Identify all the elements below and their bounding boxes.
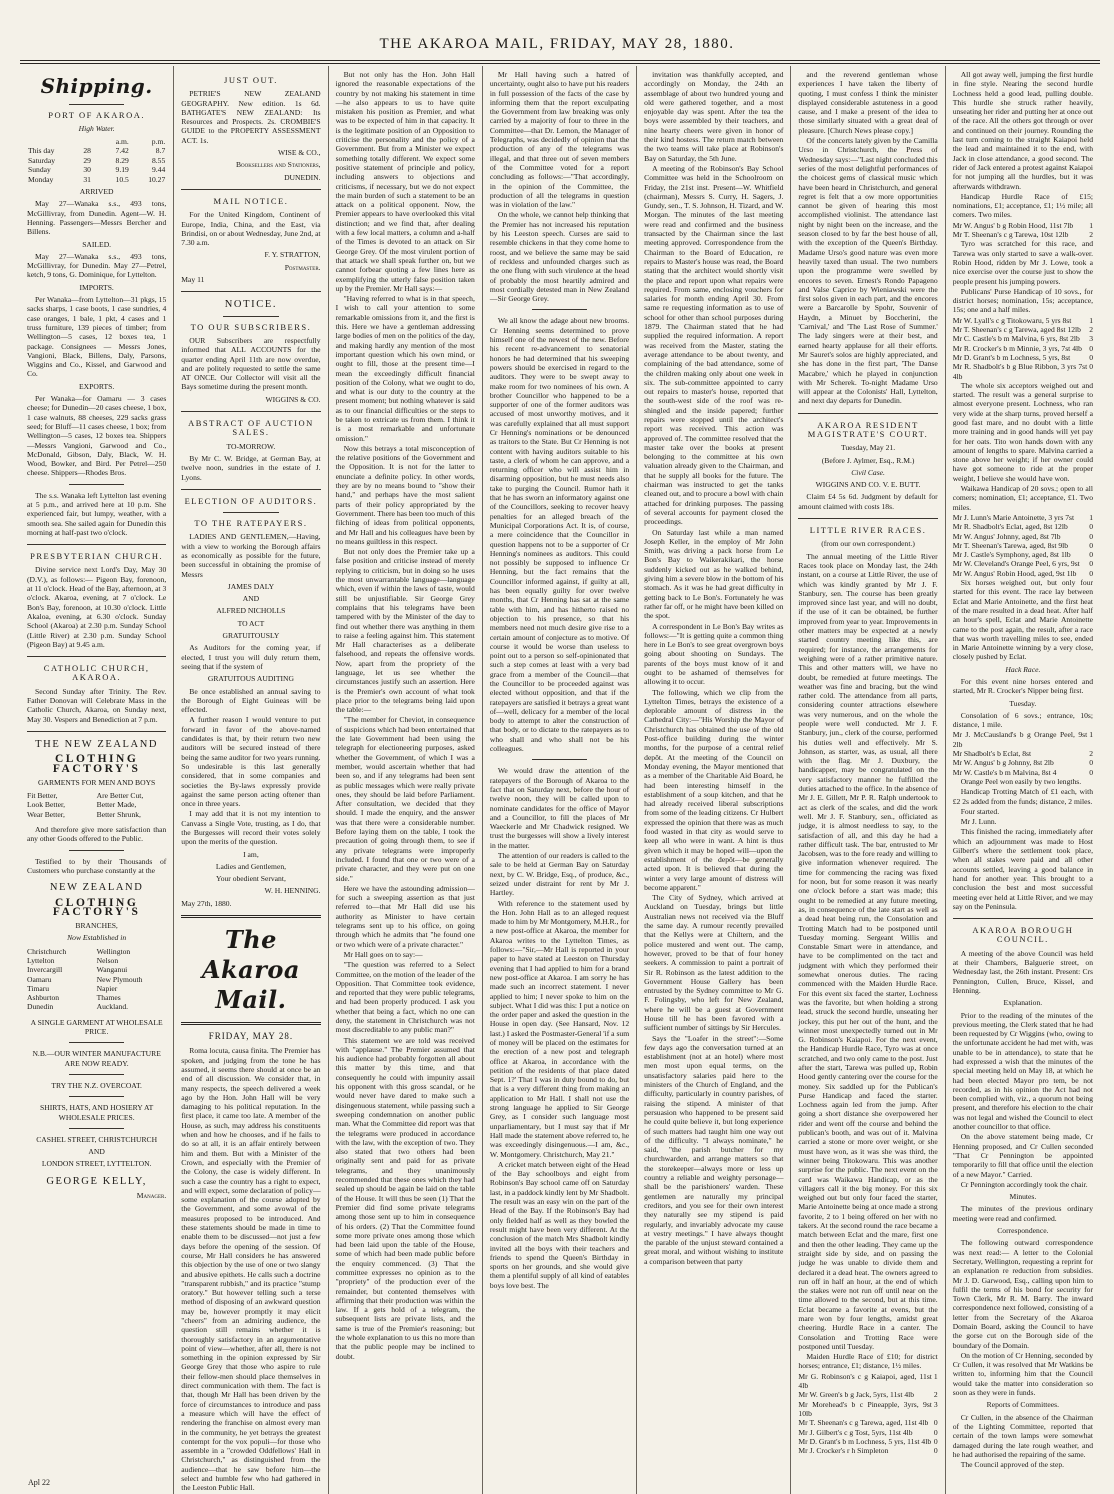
- news-text-13: The City of Sydney, which arrived at Auckland on Tuesday, brings but little Australian news not received via the Bluff the same day. A rumour recently prevailed that the Kellys were at Chiltern, and the police mustered and went out. The camp, however, proved to be that of four honey seekers. A commission to paint a portrait of Sir R. Robinson as the latest addition to the Government House Gallery has been entrusted by the Sydney committee to Mr G. F. Folingsby, who left for New Zealand, where he will be a guest at Government House till he has been favored with a sufficient number of sittings by Sir Hercules.: [644, 893, 784, 1033]
- shirts-line: SHIRTS, HATS, AND HOSIERY AT WHOLESALE PRICES.: [40, 1103, 154, 1122]
- divider: [69, 850, 125, 851]
- explanation-text: Prior to the reading of the minutes of the previous meeting, the Clerk stated that he had been requested by Cr Wiggins (who, owing to the unfortunate accident he had met with, was unable to be in attendance), to state that he had expressed a wish that the minutes of the special meeting held on May 18, at which he had been elected Mayor pro tem, be not recorded, as in his opinion the Act had not been complied with, viz., a quorum not being present, and therefore his election to the chair was not legal and wished the Council to elect another councillor to that office.: [952, 1010, 1093, 1132]
- presbyterian-text: Divine service next Lord's Day, May 30 (D.V.), as follows:— Pigeon Bay, forenoon, at 11 o'clock. Head of the Bay, afternoon, at 3 o'clock. Akaroa, evening, at 7 o'clock. Le Bon's Bay, forenoon, at 10.30 o'clock. Little Akaloa, evening, at 6.30 o'clock. Sunday School (Akaroa) at 2.30 p.m. Sunday School (Little River) at 2.30 p.m. Sunday School (Pigeon Bay) at 9.45 a.m.: [27, 565, 167, 649]
- four-started: Four started.: [960, 806, 1000, 816]
- cashel-street: CASHEL STREET, CHRISTCHURCH: [36, 1134, 158, 1144]
- news-text-16: Of the concerts lately given by the Camilla Urso in Christchurch, the Press of Wednesday says:—"Last night concluded this series of the most delightful performances of the choicest gems of classical music which have been heard in Christchurch, and general regret is felt that a ow more opportunities cannot be given of hearing this most accomplished violinist. The attendance last night by night been on the increase, and the season closed to by far the best house of all, with the exception of the Queen's Birthday. Madame Urso's good nature was even more heavily taxed than usual. The two numbers upon the programme were swelled by encores to seven. Ernest's Rondo Papageno and Valse Caprice by Wieniawski were the first solos given in each part, and the encores were a Barcarolle by Spohr, Souvenir of Haydn, a Minuet by Boccherini, the 'Carnival,' and 'The Last Rose of Summer.' The lady singers were at their best, and earned hearty applause for all their efforts. Mr Sauret's solos are highly appreciated, and she has done in the first part, 'The Danse Macabre,' which he played in conjunction with Mr Scherek. To-night Madame Urso will appear at the Colonists' Hall, Lyttelton, and next day departs for Dunedin.: [798, 136, 938, 406]
- editorial-text-5: Here we have the astounding admission—for such a sweeping assertion as that just referred to—that Mr Hall did use his authority as Minister to have certain telegrams sent up to his office, on going through which he admits that "he found one or two which were of a private character.": [335, 883, 475, 949]
- editorial-text-7: This statement we are told was received with "applause." The Premier assumed that his audience had probably forgotten all about this matter by this time, and that consequently he could with impunity assail his opponent with this gross scandal, or he would never have dared to make such a disingenuous statement, while passing such a sweeping condemnation on another public man. What the Committee did report was that the telegrams were produced in accordance with the law, with the exception of two. They also stated that two others had been originally sent and paid for as private telegrams, and they unanimously recommended that these ones which they had sealed up should be again be laid on the table of the House. It will thus be seen (1) That the Premier did find some private telegrams among those sent up to him in consequence of his orders. (2) That the Committee found some more private ones among those which had been laid upon the table of the House, some of which had been made public before the enquiry commenced. (3) That the committee expresses no opinion as to the "propriety" of the production ever of the remainder, but contented themselves with affirming that their production was within the law. If a gets hold of a telegram, the subsequent lists are private lists, and the same is true of the Premier's reasoning; but the whole explanation to us this no more than that the public people may be inclined to doubt.: [335, 1035, 475, 1361]
- masthead-rule: [20, 60, 1100, 61]
- news-text-1: Mr Hall having such a hatred of uncertainty, ought also to have put his readers in full possession of the facts of the case by informing them that the report exculpating the Government from law breaking was only carried by a majority of four to three in the Committee—that Dr. Lemon, the Manager of Telegraphs, was decidedly of opinion that the production of any of the telegrams was illegal, and that three out of seven members of the Committee voted for a report concluding as follows:—"That accordingly, in the opinion of the Committee, the production of all the telegrams in question was in violation of the law.": [489, 70, 630, 210]
- port-heading: PORT OF AKAROA.: [48, 110, 145, 120]
- reports-text: Cr Cullen, in the absence of the Chairman of the Lighting Committee, reported that certain of the town lamps were somewhat damaged during the late rough weather, and he had authorised the repairing of the same.: [952, 1412, 1093, 1459]
- tide-day: This day: [28, 146, 55, 156]
- divider: [798, 413, 937, 414]
- tide-header: p.m.: [151, 136, 166, 146]
- wk-text: Six horses weighed out, but only four started for this event. The race lay between Eclat and Marie Antoinette, and the first heat of the mare resulted in a dead heat. After half an hour's spell, Eclat and Marie Antoinette came to the post again, the result, after a race that was worth travelling miles to see, ended in Marie Antoinette winning by a very close, closely pushed by Eclat.: [952, 578, 1093, 662]
- race-entry: [953, 221, 1093, 230]
- shipping-note: The s.s. Wanaka left Lyttelton last evening at 5 p.m., and arrived here at 10 p.m. She experienced fair, but lumpy, weather, with a smooth sea. She sailed again for Dunedin this morning at half-past two o'clock.: [27, 490, 167, 537]
- entry-place: 0: [1089, 758, 1093, 768]
- nz-heading: THE NEW ZEALAND: [35, 738, 159, 750]
- branches-line: BRANCHES,: [75, 921, 118, 931]
- may11: May 11: [181, 275, 205, 285]
- entry-horse: Mr J. Lunn's Marie Antoinette, 3 yrs 7st: [952, 512, 1075, 522]
- news-text-10: On Saturday last while a man named Joseph Keller, in the employ of Mr John Smith, was driving a pack horse from Le Bon's Bay to Waikerakikari, the horse suddenly kicked out as he walked behind, giving him a severe blow in the bottom of his stomach. As it was he had great difficulty in getting back to Le Bon's. Fortunately he was rather far off, or he might have been killed on the spot.: [644, 527, 784, 621]
- entry-place: 0: [933, 1418, 938, 1428]
- race-entry: [953, 541, 1093, 550]
- arrived-heading: ARRIVED: [79, 187, 114, 197]
- editorial-text: Roma locuta, causa finita. The Premier has spoken, and judging from the tone he has assumed, it seems there should at once be an end of all discussion. We consider that, in many respects, the speech delivered a week ago by the Hon. John Hall will be very damaging to his political reputation. In the first place, it came too late. A member of the House, as such, may address his constituents when and how he chooses, and if he fails to do so at all, it is an affair entirely between him and them. But with a Minister of the Crown, and especially with the Premier of the Colony, the case is widely different. In such a case the country has a right to expect, and will expect, some declaration of policy—some explanation of the course adopted by the Government, and some avowal of the measures proposed to be introduced. And these statements should be made in time to enable them to be discussed—not just a few days before the opening of the session. Of course, Mr Hall considers he has answered this objection by the use of one or two slangy and abusive epithets. He calls such a doctrine "transparent rubbish," and its practice "stump oratory." But however telling such a terse method of disposing of an awkward question may be, however promptly it may elicit "cheers" from an admiring audience, the question still remains whether it is thoroughly satisfactory in an argumentative point of view—whether, after all, there is not something in the opinion expressed by Sir George Grey that those who aspire to rule their fellow-men should place themselves in direct communication with them. The fact is that, though Mr Hall has been driven by the force of circumstances to introduce and pass a measure which will have the effect of rendering the franchise on almost every man in the community, he yet betrays the greatest contempt for the vox populi—for those who assemble in a "crowded Oddfellows' Hall in Christchurch," as distinguished from the audience—that he saw before him—the select and humble few who had gathered in the Leeston Public Hall.: [181, 1046, 321, 1493]
- entry-horse: Mr W. Angus' b g Robin Hood, 11st 7lb: [952, 220, 1074, 230]
- race-entry: [798, 1390, 937, 1399]
- column-1: [20, 66, 174, 1494]
- divider: [223, 512, 279, 513]
- divider: [181, 915, 320, 918]
- masthead-title: THE AKAROA MAIL, FRIDAY, MAY 28, 1880.: [379, 36, 735, 52]
- subscribers-heading: TO OUR SUBSCRIBERS.: [190, 321, 312, 332]
- quality-item: Better Shrunk,: [96, 809, 141, 819]
- booksellers: Booksellers and Stationers,: [235, 160, 321, 170]
- news-text-5: The attention of our readers is called to the sale to be held at German Bay on Saturday next, by C. W. Bridge, Esq., of produce, &c., seized under distraint for rent by Mr J. Hartley.: [489, 851, 630, 898]
- entry-place: 0: [1089, 362, 1093, 372]
- satisfaction-text: And therefore give more satisfaction than any other Goods offered to the Public.: [27, 825, 167, 844]
- entry-place: 0: [1089, 343, 1093, 353]
- council-heading: AKAROA BOROUGH COUNCIL.: [972, 925, 1074, 945]
- entry-place: 1: [1089, 512, 1093, 522]
- tide-row: [27, 146, 166, 156]
- entry-horse: Mr W. Cleveland's Orange Peel, 6 yrs, 9st: [952, 559, 1080, 569]
- race-entry: [953, 758, 1093, 767]
- waikawa-heading: Waikawa Handicap of 20 sovs.; open to all comers; nomination, £1; acceptance, £1. Two miles.: [952, 484, 1093, 512]
- minutes-text: The minutes of the previous ordinary meeting were read and confirmed.: [952, 1204, 1093, 1223]
- ladies-gents: Ladies and Gentlemen,: [215, 861, 287, 871]
- dateline: FRIDAY, MAY 28.: [208, 1031, 294, 1042]
- editorial-text-4: But not only does the Premier take up a false position and criticise instead of merely replying to criticism, but in doing so he uses the most unwarrantable language—language which, even if within the laws of taste, would still be unjustifiable. Sir George Grey complains that his telegrams have been tampered with by the Minister of the day to find out whether there was anything in them to raise a feeling against him. This statement Mr Hall characterises as a deliberate falsehood, and repeats the offensive words. Now, apart from the propriety of the language, let us see whether the circumstances justify such an assertion. Here is the Premier's own account of what took place prior to the telegrams being laid upon the table:—: [335, 547, 475, 715]
- established-text: Be once established an annual saving to the Borough of Eight Guineas will be effected.: [181, 686, 321, 715]
- entry-place: 0: [1089, 550, 1093, 560]
- column-7: [946, 66, 1100, 1494]
- council-text: A meeting of the above Council was held at their Chambers, Balguerie street, on Wednesday last, the 26th instant. Present: Crs Pennington, Cullen, Bruce, Kissel, and Henning.: [952, 948, 1093, 995]
- tide-date: 31: [83, 174, 91, 184]
- entry-horse: Mr Shadbolt's b Eclat, 8st: [952, 749, 1032, 759]
- tomorrow: TO-MORROW.: [226, 441, 276, 451]
- further-text: A further reason I would venture to put forward in favor of the above-named candidates is that, by their return two new auditors will be secured instead of there being the same auditor for two years running. So undesirable is this last generally considered, that in some companies and societies the By-laws expressly provide against the same person acting oftener than once in three years.: [181, 715, 321, 809]
- explanation-text-2: On the above statement being made, Cr Henning proposed, and Cr Cullen seconded "That Cr Pennington be appointed temporarily to fill that office until the election of a new Mayor." Carried.: [952, 1132, 1093, 1179]
- race-text-1: All got away well, jumping the first hurdle in fine style. Nearing the second hurdle Lochness held a good lead, pulling double. This hurdle she struck rather heavily, unseating her rider and putting her at once out of the race. All the others got through or over and continued on their journey. Rounding the last turn coming to the straight Kaiapoi held the lead and maintained it to the end, with Jack in close attendance, a good second. The rider of Jack entered a protest against Kaiapoi for not jumping all the hurdles, but it was afterwards withdrawn.: [952, 70, 1093, 191]
- divider: [69, 484, 125, 485]
- race-entry: [953, 569, 1093, 578]
- nz-heading-2: NEW ZEALAND: [49, 882, 144, 894]
- daly-name: JAMES DALY: [227, 581, 275, 591]
- entry-place: 0: [933, 1427, 938, 1437]
- london-street: LONDON STREET, LYTTELTON.: [41, 1159, 152, 1169]
- divider: [181, 489, 320, 490]
- entry-place: 0: [1089, 522, 1093, 532]
- entry-horse: Mr Morehead's b c Pineapple, 3yrs, 9st 10lb: [798, 1399, 932, 1418]
- closing-text: This finished the racing, immediately after which an adjournment was made to Host Gilbert's where the settlement took place, when all stakes were paid and all other accounts settled, leaving a good balance in hand for another year. This brought to a conclusion the best and most successful meeting ever held at Little River, and we may say on the Peninsula.: [952, 827, 1093, 911]
- tide-row: [27, 175, 166, 185]
- entry-place: 3: [933, 1399, 938, 1409]
- wiggins-name: WIGGINS & CO.: [265, 394, 321, 404]
- now-established: Now Established in: [67, 933, 127, 943]
- news-text-14: Says the "Loafer in the street":—Some few days ago the conversation turned at an establishment (not at an hotel) where most men most upon equal terms, on the unsatisfactory salaries paid here to the ministers of the Church of England, and the difficulty, particularly in country parishes, of raising the stipend. A minister of that persuasion who happened to be present said he could quite believe it, but long experience of such matters had taught him one way out of the difficulty. "I always nominate," he said, "the parish butcher for my churchwarden, and arrange matters so that the storekeeper—always more or less up country a reliable and weighty personage—shall be the parishioners' warden. These gentlemen are naturally my principal creditors, and you see for their own interest they naturally see my stipend is paid regularly, and invariably advocate my cause at vestry meetings." I have always thought the parable of the unjust steward contained a great moral, and without wishing to institute a comparison between that party: [644, 1033, 784, 1266]
- subscribers-text: OUR Subscribers are respectfully informed that ALL ACCOUNTS for the quarter ending April 11th are now overdue, and are politely requested to settle the same AT ONCE. Our Collector will visit all the Bays sometime during the present month.: [181, 335, 321, 392]
- court-before: (Before J. Aylmer, Esq., R.M.): [821, 455, 915, 465]
- entry-horse: Mr J. Gilbert's c g Tost, 5yrs, 11st 4lb: [798, 1427, 913, 1437]
- divider: [27, 731, 166, 732]
- entry-horse: Mr C. Castle's b m Malvina, 6 yrs, 8st 2lb: [952, 334, 1080, 344]
- election-heading: ELECTION OF AUDITORS.: [184, 495, 318, 506]
- agency-item: Napier: [96, 983, 118, 993]
- auction-text: By Mr C. W. Bridge, at German Bay, at twelve noon, sundries in the estate of J. Lyons.: [181, 453, 321, 482]
- clothing-factory-heading-2: CLOTHING FACTORY'S: [52, 896, 141, 918]
- quality-item: Look Better,: [27, 800, 66, 810]
- entry-horse: Mr T. Sheenan's c g Tarewa, 10st 12lb: [952, 230, 1069, 240]
- tide-pm: 8.55: [151, 155, 166, 165]
- race-entry: [953, 522, 1093, 531]
- quality-item: Fit Better,: [27, 791, 58, 801]
- notice-heading: NOTICE.: [224, 299, 278, 311]
- petrie-text: PETRIE'S NEW ZEALAND GEOGRAPHY. New edition. 1s 6d. BATHGATE'S NEW ZEALAND: Its Resources and Prospects. 2s. CROMBIE'S GUIDE to the PROPERTY ASSESSMENT ACT. 1s.: [181, 89, 321, 145]
- race-entry: [953, 353, 1093, 362]
- quality-item: Are Better Cut,: [96, 791, 144, 801]
- obedient: Your obedient Servant,: [215, 874, 286, 884]
- entry-horse: Mr W. Green's b g Jack, 5yrs, 11st 4lb: [798, 1390, 915, 1400]
- catholic-text: Second Sunday after Trinity. The Rev. Father Donovan will Celebrate Mass in the Catholic Church, Akaroa, on Sunday next, May 30. Vespers and Benediction at 7 p.m.: [27, 686, 167, 724]
- dunedin: DUNEDIN.: [284, 172, 321, 182]
- column-5: [637, 66, 791, 1494]
- shipping-title: Shipping.: [40, 74, 153, 98]
- tide-header: [82, 137, 100, 147]
- entry-horse: Mr D. Grant's b m Lochness, 5 yrs, 11st 4lb: [798, 1436, 932, 1446]
- entry-horse: Mr J. Castle's Symphony, aged, 8st 1lb: [952, 550, 1071, 560]
- paper-title: The Akaroa Mail.: [201, 925, 300, 1015]
- divider: [181, 1022, 320, 1025]
- divider: [798, 518, 937, 519]
- tide-row: [27, 165, 166, 175]
- publicans-purse-heading: Publicans' Purse Handicap of 10 sovs., for district horses; nomination, 15s; acceptance, 15s; one and a half miles.: [952, 286, 1093, 315]
- tide-table: [27, 137, 166, 185]
- entry-horse: Mr W. Angus' b g Johnny, 8st 2lb: [952, 758, 1054, 768]
- agency-item: Auckland.: [96, 1002, 129, 1012]
- court-heading: AKAROA RESIDENT MAGISTRATE'S COURT.: [807, 419, 929, 439]
- agency-list: [27, 947, 166, 1012]
- civil-case: Civil Case.: [851, 467, 885, 477]
- kelly-name: GEORGE KELLY,: [46, 1175, 147, 1187]
- divider: [181, 189, 320, 190]
- agency-item: Invercargill: [27, 965, 63, 975]
- correspondence-heading: Correspondence.: [997, 1226, 1049, 1236]
- race-entry: [953, 334, 1093, 343]
- masthead-rule-2: [20, 63, 1100, 64]
- race-entry: [953, 513, 1093, 522]
- race-entry: [953, 344, 1093, 353]
- entry-horse: Mr R. Shadbolt's b g Blue Ribbon, 3 yrs 7st 4lb: [952, 362, 1088, 381]
- entry-place: 2: [933, 1390, 938, 1400]
- divider: [181, 411, 320, 412]
- nicholls-name: ALFRED NICHOLLS: [216, 606, 286, 616]
- tide-date: 29: [83, 155, 91, 165]
- abstract-heading: ABSTRACT OF AUCTION SALES.: [188, 418, 314, 438]
- tide-am: 7.42: [115, 146, 129, 156]
- entry-horse: Mr D. Grant's b m Lochness, 5 yrs, 8st: [952, 352, 1071, 362]
- tide-header: a.m.: [115, 136, 129, 146]
- little-river-heading: LITTLE RIVER RACES.: [809, 525, 927, 536]
- presbyterian-heading: PRESBYTERIAN CHURCH.: [30, 551, 164, 562]
- henning-name: W. H. HENNING.: [264, 886, 321, 896]
- agency-item: Christchurch: [27, 946, 67, 956]
- explanation-text-3: Cr Pennington accordingly took the chair.: [960, 1179, 1088, 1189]
- garments-line: GARMENTS FOR MEN AND BOYS: [37, 777, 156, 787]
- entry-place: 0: [933, 1436, 938, 1446]
- orange-text: Orange Peel won easily by two lengths.: [960, 776, 1082, 786]
- news-text-15: and the reverend gentleman whose experiences I have taken the liberty of quoting, I must confess I think the minister displayed considerable astuteness in a good cause, and I make a present of the idea to those similarly situated with a great deal of pleasure. [Church News please copy.]: [798, 70, 938, 135]
- just-out-heading: JUST OUT.: [224, 75, 278, 85]
- agency-item: Timaru: [27, 983, 50, 993]
- race-entry: [953, 325, 1093, 334]
- imports-heading: IMPORTS.: [79, 282, 114, 292]
- tide-header: [27, 137, 82, 147]
- divider: [69, 104, 125, 105]
- divider: [69, 1042, 125, 1043]
- entry-place: 0: [1089, 352, 1093, 362]
- court-date: Tuesday, May 21.: [841, 443, 896, 453]
- wise-name: WISE & CO.,: [277, 148, 321, 158]
- divider: [69, 1096, 125, 1097]
- imports-text: Per Wanaka—from Lyttelton—31 pkgs, 15 sacks sharps, 1 case boots, 1 case sundries, 4 case oranges, 1 bale, 1 pkt, 4 cases and 1 truss furniture, 139 pieces of timber; from Wellington—5 cases, 12 boxes tea, 1 package. Consignees — Messrs Jones, Vangioni, Black, Billens, Daly, Parsons, Wiggins and Co., Kissel, and Garwood and Co.: [27, 295, 167, 379]
- agency-item: Wellington: [96, 946, 131, 956]
- race-entry: [953, 316, 1093, 325]
- may27: May 27th, 1880.: [181, 898, 232, 908]
- news-text-12: The following, which we clip from the Lyttelton Times, betrays the existence of a deplorable amount of distress in the Cathedral City:—"His Worship the Mayor of Christchurch has obtained the use of the old Post-office building during the winter months, for the purpose of a central relief depôt. At the meeting of the Council on Monday evening, the Mayor mentioned that as a member of the Charitable Aid Board, he had been interesting himself in the establishment of a soup kitchen, and that he had already received liberal subscriptions from some of the leading citizens. Cr Hulbert expressed the opinion that there was as much food wasted in that city as would serve to keep all who were in want. A hint is thus given which it may be hoped will—upon the establishment of the depôt—be generally acted upon. It is believed that during the winter a very large amount of distress will become apparent.": [644, 687, 784, 892]
- auditors-text: As Auditors for the coming year, if elected, I trust you will duly return them, seeing that if the system of: [181, 643, 321, 671]
- column-4: [483, 66, 637, 1494]
- agency-item: New Plymouth: [96, 974, 143, 984]
- race-entry: [953, 559, 1093, 568]
- quote-2: "The member for Cheviot, in consequence of suspicions which had been entertained that the late Government had been using the telegraph for electioneering purposes, asked whether the Government, of which I was a member, would ascertain whether that had been so, and if any telegrams had been sent as public messages which were really private ones, they should be laid before Parliament. After consultation, we decided that they should. I made the enquiry, and the answer was that there were a considerable number. Before laying them on the table, I took the precaution of going through them, to see if any private telegrams were improperly included. I found that one or two were of a private character, and they were put on one side.": [335, 715, 475, 883]
- tide-day: Saturday: [28, 155, 55, 165]
- divider: [69, 1074, 125, 1075]
- tide-date: 30: [83, 165, 91, 175]
- i-am: I am,: [243, 849, 259, 859]
- hack-text: For this event nine horses entered and started, Mr R. Crocker's Nipper being first.: [952, 677, 1093, 696]
- entry-horse: Mr T. Sheenan's c g Tarewa, aged 8st 12lb: [952, 325, 1081, 335]
- divider: [181, 291, 320, 292]
- agency-item: Nelson: [96, 955, 119, 965]
- race-entry: [798, 1372, 937, 1391]
- news-text-7: A cricket match between eight of the Head of the Bay schoolboys and eight from Robinson's Bay school came off on Saturday last, in a paddock kindly lent by Mr Shadbolt. The result was an easy win on the part of the Head of the Bay. If the Robinson's Bay had only fielded half as well as they bowled the result might have been very different. At the conclusion of the match Mrs Shadbolt kindly invited all the boys with their teachers and friends to spend the Queen's Birthday in sports on her grounds, and she would give them a plentiful supply of all kind of eatables boys love best. The: [489, 1159, 630, 1290]
- unnecessary-text: I may add that it is not my intention to Canvass a Single Vote, trusting, as I do, that the Burgesses will record their votes solely upon the merits of the question.: [181, 809, 321, 847]
- column-6: [791, 66, 945, 1494]
- divider: [953, 918, 1093, 919]
- winner-text: Mr J. Lunn.: [960, 817, 997, 827]
- clothing-factory-heading: CLOTHING FACTORY'S: [52, 753, 141, 775]
- overcoat-line: TRY THE N.Z. OVERCOAT.: [51, 1080, 142, 1090]
- case-names: WIGGINS AND CO. V. E. BUTT.: [815, 480, 921, 490]
- entry-place: 1: [1089, 730, 1093, 740]
- entry-horse: Mr T. Sheenan's Tarewa, aged, 8st 9lb: [952, 540, 1069, 550]
- entry-horse: Mr G. Robinson's c g Kaiapoi, aged, 11st 4lb: [798, 1371, 932, 1391]
- entry-place: 0: [1089, 568, 1093, 578]
- pp-text: The whole six acceptors weighed out and started. The result was a general surprise to almost everyone present. Lochness, who ran very wide at the sharp turns, proved herself a good fast mare, and no doubt with a little more training and in good hands will yet pay for her oats. Tito won hands down with any amount of lengths to spare. Malvina carried a stone above her weight; if her owner could have got someone to ride at the proper weight, I believe she would have won.: [952, 380, 1093, 483]
- quote-3: "The question was referred to a Select Committee, on the motion of the leader of the Opposition. That Committee took evidence, and reported that they were public telegrams, and had been properly produced. I ask you whether that being a fact, which no one can deny, the statement in Christchurch was not most discreditable to any public man?": [335, 960, 475, 1035]
- tide-date: 28: [83, 146, 91, 156]
- race-entry: [798, 1400, 937, 1419]
- news-text-11: A correspondent in Le Bon's Bay writes as follows:—"It is getting quite a common thing here in Le Bon's to see great overgrown boys going about shooting on Sundays. The parents of the boys must know of it and ought to be ashamed of themselves for allowing it to occur.: [644, 621, 784, 687]
- ladies-text: LADIES AND GENTLEMEN,—Having, with a view to working the Borough affairs as economically as possible for the future, been successful in obtaining the promise of Messrs: [181, 532, 321, 579]
- postmaster-title: Postmaster.: [284, 262, 321, 272]
- ratepayers-heading: TO THE RATEPAYERS.: [194, 518, 308, 529]
- tide-day: Monday: [28, 174, 54, 184]
- tide-header-row: [27, 137, 166, 147]
- stratton-name: F. Y. STRATTON,: [264, 250, 321, 260]
- minutes-heading: Minutes.: [1009, 1192, 1037, 1202]
- agency-item: Dunedin: [27, 1002, 54, 1012]
- reports-heading: Reports of Committees.: [986, 1400, 1060, 1410]
- gratuitously: GRATUITOUSLY: [222, 631, 280, 641]
- divider: [69, 1128, 125, 1129]
- sailed-text: May 27—Wanaka s.s., 493 tons, McGillivray, for Dunedin. May 27—Petrel, ketch, 9 tons, G. Dominique, for Lyttelton.: [27, 251, 167, 280]
- column-2: [174, 66, 328, 1494]
- entry-place: 1: [933, 1371, 938, 1381]
- divider: [532, 759, 588, 760]
- correspondence-text: The following outward correspondence was next read:— A letter to the Colonial Secretary, Wellington, requesting a reprint for an explanation re reduction from subsidies. Mr J. D. Garwood, Esq., calling upon him to fulfil the terms of his bond for security for Town Clerk, Mr R. M. Barry. The inward correspondence next followed, consisting of a letter from the Secretary of the Akaroa Domain Board, asking the Council to have the gorse cut on the Borough side of the boundary of the Domain.: [952, 1238, 1093, 1350]
- entry-place: 1: [1089, 220, 1093, 230]
- consolation-heading: Consolation of 6 sovs.; entrance, 10s; distance, 1 mile.: [952, 710, 1093, 730]
- editorial-text-3: Now this betrays a total misconception of the relative positions of the Government and the Opposition. It is not for the latter to enunciate a definite policy. In other words, they are by no means bound to "show their hand," and perhaps have the most salient parts of their policy appropriated by the Government. There has been too much of this filching of ideas from political opponents, and Mr Hall and his colleagues have been by no means guiltless in this respect.: [335, 443, 475, 546]
- entry-place: 0: [1089, 559, 1093, 569]
- entry-place: 0: [1089, 531, 1093, 541]
- editorial-text-6: Mr Hall goes on to say:—: [343, 949, 423, 959]
- race-entry: [953, 749, 1093, 758]
- tide-row: [27, 156, 166, 166]
- races-text: The annual meeting of the Little River Races took place on Monday last, the 24th instant, on a course at Little River, the use of which was kindly granted by Mr J. F. Stanbury, sen. The course has been greatly improved since last year, and will no doubt, if the use of it can be obtained, be further improved from year to year. Improvements in other matters may be expected at a newly started country meeting like this, are required; for instance, the arrangements for weighing were of a rather primitive nature. This and other matters will, we have no doubt, be remedied at future meetings. The weather was fine and bracing, but the wind rather cold. The attendance from all parts, considering counter attractions elsewhere was very numerous, and on the whole the people were well conducted. Mr J. F. Stanbury, jun., clerk of the course, performed his duties well and effectively. Mr S. Johnson, as starter, was, as usual, all there with the flag. Mr J. Duxbury, the handicapper, may be congratulated on the very satisfactory manner he fulfilled the duties attached to the office. In the absence of Mr J. E. Gillett, Mr P. R. Ralph undertook to act as clerk of the scales, and did the work well. Mr J. F. Stanbury, sen., officiated as judge, it is almost needless to say, to the satisfaction of all, and this day he had a rather difficult task. The bar, entrusted to Mr Jacobsen, was to the fore ready and willing to give information whenever required. The time for commencing the racing was fixed for noon, but for some reason it was nearly one o'clock before a start was made; this ought to be remedied at any future meeting, as, in consequence of the late start as well as a dead heat being run, the Consolation and Trotting Match had to be postponed until Tuesday morning. Sergeant Willis and Constable Smart were in attendance, and have to be complimented on the tact and judgment with which they performed their somewhat onerous duties. The racing commenced with the Maiden Hurdle Race. For this event six faced the starter, Lochness was the favorite, but when holding a strong lead, struck the second hurdle, unseating her jockey, this put her out of the hunt, and the winner most unexpectedly turned out in Mr G. Robinson's Kaiapoi. For the next event, the Handicap Hurdle Race, Tyro was at once scratched, and two only came to the post. Just after the start, Tarewa was pulled up, Robin Hood gently cantering over the course for the money. Six saddled up for the Publican's Purse Handicap and faced the starter. Lochness again led from the jump. After going a short distance she overpowered her rider and went off the course and behind the publican's booth, and was out of it. Malvina carried a stone or more over weight, or she must have won, as it was she was third, the winner being Titokowaru. This was another surprise for the public. The next event on the card was Waikawa Handicap, or as the villagers call it the big money. For this six weighed out but only four faced the starter, Marie Antoinette being at once made a strong favorite, 2 to 1 being offered on her with no takers. At the second round the race became a match between Eclat and the mare, first one and then the other leading. They came up the straight side by side, and on passing the judge he was unable to divide them and declared it a dead heat. The owners agreed to run off in half an hour, at the end of which the stakes were not run off until near on the time allowed to the second, but at this time. Eclat became a favorite at evens, but the mare won by four lengths, amidst great cheering. Hurdle Race in a canter. The Consolation and Trotting Race were postponed until Tuesday.: [798, 551, 938, 1351]
- entry-horse: Mr W. Angus' Robin Hood, aged, 9st 1lb: [952, 568, 1077, 578]
- entry-horse: Mr R. Crocker's b m Minnie, 3 yrs, 7st 4lb: [952, 343, 1082, 353]
- entry-horse: Mr W. Lyall's c g Titokowaru, 5 yrs 8st: [952, 315, 1072, 325]
- hack-race-heading: Hack Race.: [1005, 664, 1041, 674]
- entry-horse: Mr W. Castle's b m Malvina, 8st 4: [952, 767, 1057, 777]
- quality-item: Better Made,: [96, 800, 137, 810]
- tide-day: Sunday: [28, 165, 51, 175]
- entry-horse: Mr R. Shadbolt's Eclat, aged, 8st 12lb: [952, 522, 1068, 532]
- entry-horse: Mr J. Crocker's r h Simpleton: [798, 1446, 889, 1456]
- entry-place: 3: [1089, 334, 1093, 344]
- tide-pm: 8.7: [155, 146, 166, 156]
- tide-pm: 10.27: [148, 174, 166, 184]
- tide-am: 9.19: [115, 165, 129, 175]
- quote-1: "Having referred to what is in that speech, I wish to call your attention to some remarkable omissions from it, and the first is this. Here we have a gentleman addressing large bodies of men on the politics of the day, and making hardly any mention of the most important question which his own mind, or ought to fill, those at the present time—I mean the exceedingly difficult financial position of the Colony, what we ought to do, and what is our duty to the country at the present moment; but nothing whatever is said as to our financial difficulties or the steps to be taken to extricate us from them. I think it is a most remarkable and unfortunate omission.": [335, 294, 475, 443]
- race-entry: [953, 362, 1093, 381]
- entry-place: 0: [1089, 540, 1093, 550]
- mail-notice-heading: MAIL NOTICE.: [213, 195, 289, 206]
- correspondent-line: (from our own correspondent.): [821, 539, 915, 549]
- news-text-4: We would draw the attention of the ratepayers of the Borough of Akaroa to the fact that on Saturday next, before the hour of twelve noon, they will be called upon to nominate candidates for the office of Mayor and a Councillor, to fill the places of Mr Waeckerle and Mr Chadwick resigned. We trust the burgesses will show a lively interest in the matter.: [489, 766, 630, 850]
- tide-pm: 9.44: [151, 165, 166, 175]
- divider: [27, 544, 166, 545]
- entry-horse: Mr W. Angus' Johnny, aged, 8st 7lb: [952, 531, 1061, 541]
- tide-am: 10.5: [115, 174, 129, 184]
- catholic-heading: CATHOLIC CHURCH, AKAROA.: [43, 663, 150, 683]
- race-entry: [953, 768, 1093, 777]
- exports-heading: EXPORTS.: [79, 381, 115, 391]
- and-word: AND: [242, 594, 260, 604]
- quality-item: Wear Better,: [27, 809, 65, 819]
- sailed-heading: SAILED.: [82, 239, 112, 249]
- entry-place: 2: [1089, 230, 1093, 240]
- news-text-2: On the whole, we cannot help thinking that the Premier has not increased his reputation by his Leeston speech. Curses are said to resemble chickens in that they come home to roost, and we believe the same may be said of reckless and unfounded charges such as the one flung with such virulence at the head of probably the most heartily admired and most cordially detested man in New Zealand—Sir George Grey.: [489, 210, 630, 304]
- entry-place: 1: [1089, 315, 1093, 325]
- tyro-text: Tyro was scratched for this race, and Tarewa was only started to save a walk-over. Robin Hood, ridden by Mr J. Lowe, took a nice exercise over the course just to show the people present his jumping powers.: [952, 239, 1093, 286]
- masthead: [0, 0, 1114, 62]
- high-water-heading: High Water.: [78, 124, 115, 134]
- race-entry: [953, 230, 1093, 239]
- race-entry: [953, 532, 1093, 541]
- news-text-3: We all know the adage about new brooms. Cr Henning seems determined to prove himself one of the newest of the new. Before his recent re-advancement to senatorial honors he had determined that his sweeping powers should be exercised in regard to the auditors. They were to be swept away to make room for two nominees of his own. A brother Councillor who happened to be a supporter of one of the former auditors was accused of most unworthy motives, and it was carefully explained that all must support Cr Henning's nominations or be denounced as traitors to the State. But Cr Henning is not content with having auditors suitable to his taste, a clerk of whom he can approve, and a returning officer who will assist him in disarming opposition, but he must needs also take to purging the Council. Rumor hath it that he has sworn an informatory against one of the Councillors, seeking to recover heavy penalties for an alleged breach of the Municipal Corporations Act. It is, of course, a mere coincidence that the Councillor in question happens not to be a supporter of Cr Henning's nominees as auditors. This could not possibly be supposed to influence Cr Henning, but the fact remains that the Councillor informed against, if guilty at all, has been equally guilty for over twelve months, that Cr Henning has sat at the same table with him, and has hitherto raised no objection to his presence, so that his members need not much desire give rise to a certain amount of conjecture as to motive. Of course it would be worse than useless to point out to a person so self-opinionated that such a step comes at least with a very bad grace from a member of the Council—that the Councillor to be proceeded against was elected without opposition, and that if the ratepayers are satisfied it betrays a great want of—well, delicacy for a member of the local body to attempt to alter the construction of that body, or to dictate to the ratepayers as to who shall and who shall not be his colleagues.: [489, 316, 630, 754]
- gratuitous-auditing: GRATUITOUS AUDITING: [207, 674, 294, 684]
- race-entry: [953, 730, 1093, 749]
- divider: [532, 309, 588, 310]
- explanation-heading: Explanation.: [1003, 998, 1043, 1008]
- race-entry: [798, 1418, 937, 1427]
- mail-notice-text: For the United Kingdom, Continent of Europe, India, China, and the East, via Brindisi, on or about Wednesday, June 2nd, at 7.30 a.m.: [181, 210, 321, 248]
- column-3: [329, 66, 483, 1494]
- and-word: AND: [88, 1147, 105, 1157]
- newspaper-page: [20, 66, 1100, 1493]
- race-entry: [953, 550, 1093, 559]
- winter-line: N.B.—OUR WINTER MANUFACTURE ARE NOW READY.: [32, 1049, 161, 1068]
- garment-qualities: [27, 791, 166, 819]
- agency-item: Lyttelton: [27, 955, 55, 965]
- arrived-text: May 27—Wanaka s.s., 493 tons, McGillivray, from Dunedin. Agent—W. H. Henning. Passengers—Messrs Bercher and Billens.: [27, 199, 167, 237]
- handicap-hurdle-heading: Handicap Hurdle Race of £15; nominations, £1; acceptance, £1; 1½ mile; all comers. Two miles.: [952, 191, 1093, 220]
- agency-item: Ashburton: [27, 993, 60, 1003]
- agency-item: Oamaru: [27, 974, 52, 984]
- race-entry: [798, 1446, 937, 1455]
- trotting-heading: Handicap Trotting Match of £1 each, with £2 2s added from the funds; distance, 2 miles.: [952, 787, 1093, 806]
- entry-horse: Mr J. McCausland's b g Orange Peel, 9st 2lb: [952, 730, 1088, 749]
- exports-text: Per Wanaka—for Oamaru — 3 cases cheese; for Dunedin—20 cases cheese, 1 box, 1 case walnuts, 88 cheeses, 229 sacks grass seed; for Bluff—11 cases cheese, 1 box; from Wellington—5 cases, 12 boxes tea. Shippers—Messrs Vangioni, Garwood and Co., McDonald, Gibson, Daly, Black, W. H. Wood, Bowker, and Bird. Per Petrel—250 cheese. Shippers—Rhodes Bros.: [27, 394, 167, 478]
- domain-text: On the motion of Cr Henning, seconded by Cr Cullen, it was resolved that Mr Watkins be written to, informing him that the Council would take the matter into consideration so soon as they were in funds.: [952, 1350, 1093, 1398]
- news-text-8: invitation was thankfully accepted, and accordingly on Monday, the 24th an assemblage of about two hundred young and old were gathered together, and a most enjoyable day was spent. After the tea the boys were assembled by their teachers, and nine hearty cheers were given in honor of their kind hostess. The return match between the two teams will take place at Robinson's Bay on Saturday, the 5th June.: [644, 70, 784, 163]
- date-stamp: Apl 22: [28, 1478, 50, 1488]
- manager-title: Manager.: [136, 1191, 167, 1201]
- single-garment: A SINGLE GARMENT AT WHOLESALE PRICE.: [30, 1017, 163, 1037]
- maiden-heading: Maiden Hurdle Race of £10; for district horses; entrance, £1; distance, 1½ miles.: [798, 1352, 938, 1371]
- race-entry: [798, 1437, 937, 1446]
- entry-horse: Mr T. Sheenan's c g Tarewa, aged, 11st 4lb: [798, 1418, 929, 1428]
- entry-place: 2: [1089, 749, 1093, 759]
- tuesday-heading: Tuesday.: [1009, 698, 1037, 708]
- agency-item: Wanganui: [96, 965, 128, 975]
- testified-text: Testified to by their Thousands of Customers who purchase constantly at the: [27, 856, 167, 875]
- tide-am: 8.29: [115, 155, 129, 165]
- race-entry: [798, 1428, 937, 1437]
- to-act: TO ACT: [237, 618, 265, 628]
- news-text-6: With reference to the statement used by the Hon. John Hall as to an alleged request made to him by Mr Montgomery, M.H.R., for a new post-office at Akaroa, the member for Akaroa writes to the Lyttelton Times, as follows:—"Sir,—Mr Hall is reported in your paper to have stated at Leeston on Thursday evening that I had applied to him for a brand new post-office at Akaroa. I am sorry he has made such an incorrect statement. I never applied to him; I never spoke to him on the subject. What I did was this: I put a notice on the order paper and asked the question in the House in open day. (See Hansard, Nov. 12 last.) I asked the Postmaster-General 'if a sum of money will be placed on the estimates for the erection of a new post and telegraph office at Akaroa, in accordance with the petition of the residents of that place dated Sept. 1?' That I was in duty bound to do, but that is a very different thing from making an application to Mr Hall. I shall not use the strong language he applied to Sir George Grey, as I consider such language most unparliamentary, but I must say that if Mr Hall made the statement above referred to, he was exceedingly disingenuous.—I am, &c., W. Montgomery. Christchurch, May 21.": [489, 898, 630, 1159]
- entry-place: 2: [1089, 325, 1093, 335]
- agency-item: Thames: [96, 993, 121, 1003]
- editorial-text-2: But not only has the Hon. John Hall ignored the reasonable expectations of the country by not making his statement in time—he also appears to us to have quite mistaken his position as Premier, and what was to be expected of him in that capacity. It is the legitimate position of an Opposition to criticise the personality and the policy of a Government. But from a Minister we expect something totally different. We expect some positive statement of principle and policy, including answers to objections and criticisms, if necessary, but we do not expect the main burden of such a statement to be an attack on a political opponent. Now, the Premier appears to have overlooked this vital distinction; and we find that, after dealing with a few local matters, a column and a-half of the Times is devoted to an attack on Sir George Grey. Of the most virulent portion of that attack we shall speak further on, but we cannot forbear quoting a few lines here as exemplifying the utterly false position taken up by the Premier. Mr Hall says:—: [335, 70, 475, 293]
- divider: [27, 656, 166, 657]
- report-adopted: The Council approved of the step.: [960, 1460, 1065, 1470]
- divider: [223, 316, 279, 317]
- entry-place: 0: [1089, 767, 1093, 777]
- news-text-9: A meeting of the Robinson's Bay School Committee was held in the Schoolroom on Friday, the 21st inst. Present—W. Whitfield (chairman), Messrs S. Curry, H. Sagers, J. Gundy, sen., T. S. Johnson, H. Tizard, and W. Morgan. The minutes of the last meeting were read and confirmed and the business transacted by the Chairman since the last meeting approved. Correspondence from the Chairman to the Board of Education, re repairs to Master's house was read, the Board stating that the architect would shortly visit the place and report upon what repairs were required. From same, enclosing vouchers for salaries for month ending April 30. From same re requesting information as to use of school for other than school purposes during 1879. The Chairman stated that he had supplied the required information. A report was received from the Master, stating the average attendance to be about twenty, and complaining of the bad attendance, some of the children making only about one week in six. The sub-committee appointed to carry out repairs to master's house, reported that the south-west side of the roof was re-shingled and the inside papered; further repairs were stopped until the architect's report was received. This action was approved of. The committee resolved that the master take over the books at present belonging to the committee at his own valuation already given to the Chairman, and that he supply all books for the future. The chairman was instructed to get the tanks cleaned out, and to procure a bowl with chain attached for drinking purposes. The passing of several accounts for payment closed the proceedings.: [644, 163, 784, 527]
- entry-place: 0: [933, 1446, 938, 1456]
- case-text: Claim £4 5s 6d. Judgment by default for amount claimed with costs 18s.: [798, 492, 938, 511]
